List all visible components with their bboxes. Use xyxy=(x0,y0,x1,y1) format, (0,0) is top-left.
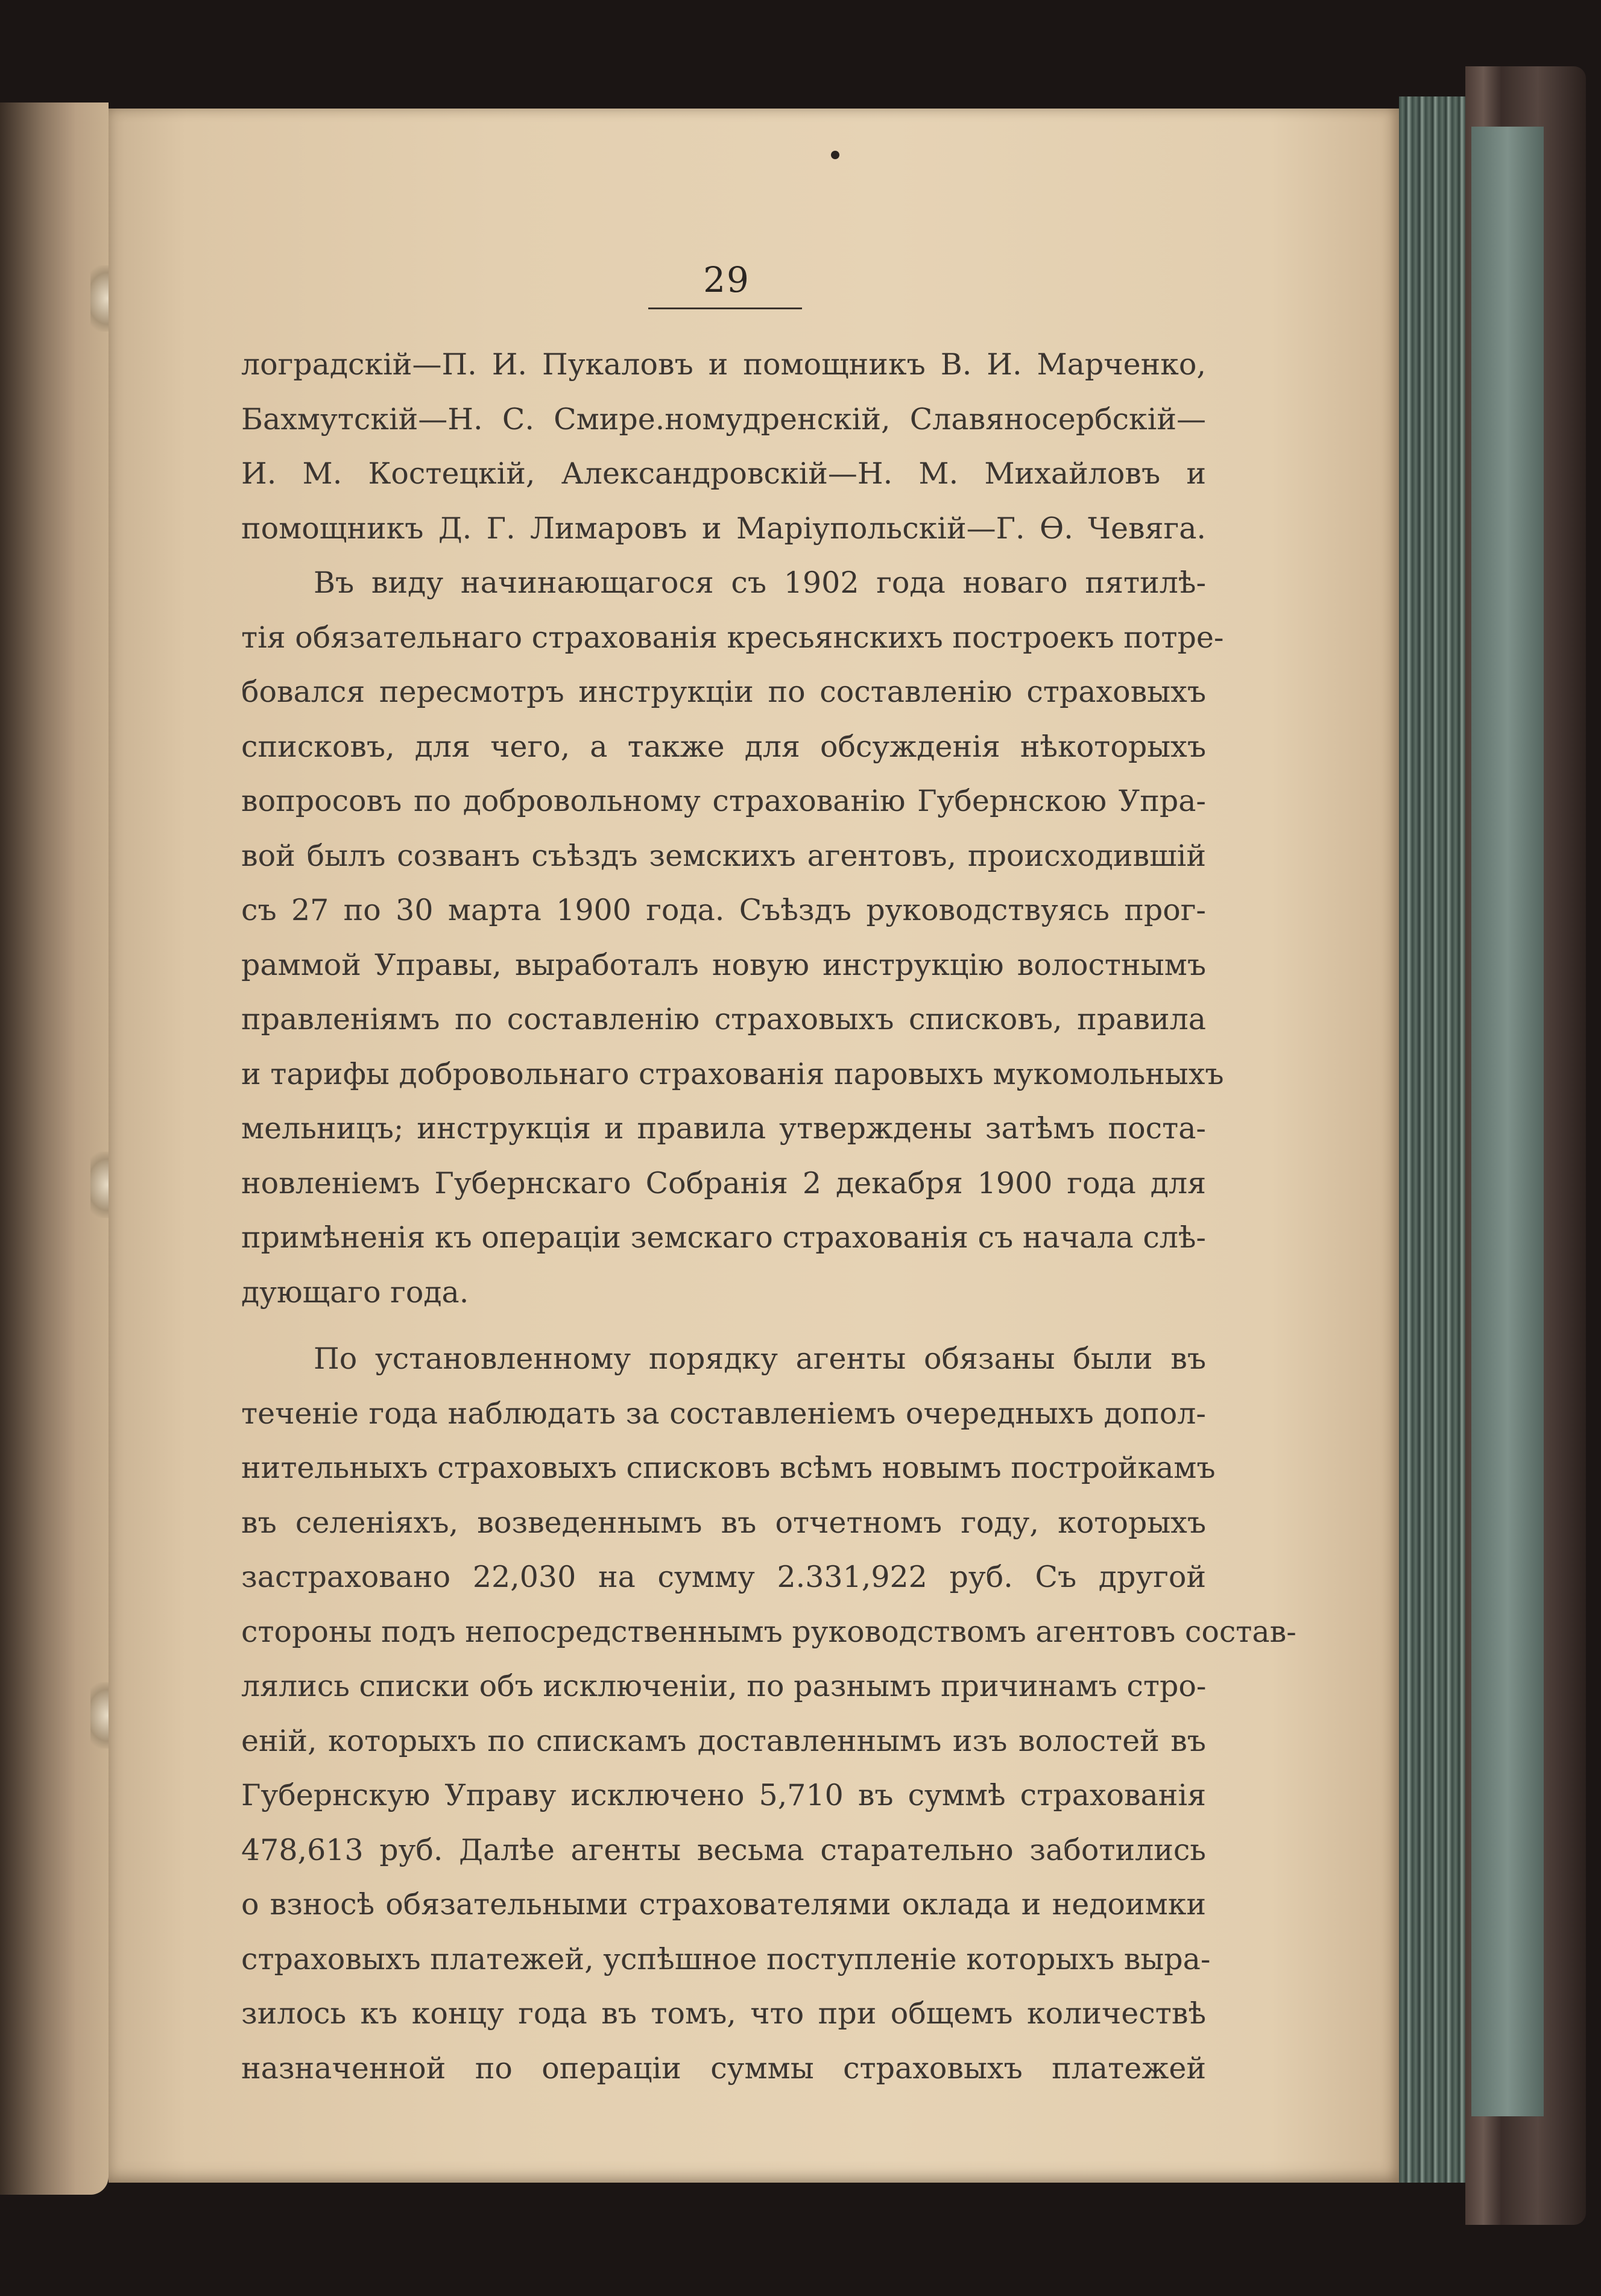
text-line: помощникъ Д. Г. Лимаровъ и Маріупольскій—Г. Ѳ. Чевяга. xyxy=(241,511,1206,546)
text-line: тія обязательнаго страхованія кресьянскихъ построекъ потре- xyxy=(241,620,1224,655)
text-line: съ 27 по 30 марта 1900 года. Съѣздъ руководствуясь прог- xyxy=(241,893,1206,927)
text-line: правленіямъ по составленію страховыхъ списковъ, правила xyxy=(241,1002,1206,1036)
text-line: и тарифы добровольнаго страхованія паровыхъ мукомольныхъ xyxy=(241,1056,1224,1091)
paragraph-gap xyxy=(241,1320,1206,1332)
text-line: Губернскую Управу исключено 5,710 въ суммѣ страхованія xyxy=(241,1778,1206,1812)
text-line: списковъ, для чего, а также для обсужденія нѣкоторыхъ xyxy=(241,729,1206,764)
text-line: еній, которыхъ по спискамъ доставленнымъ изъ волостей въ xyxy=(241,1723,1206,1758)
text-line: вой былъ созванъ съѣздъ земскихъ агентовъ, происходившій xyxy=(241,838,1206,873)
text-line: 478,613 руб. Далѣе агенты весьма старательно заботились xyxy=(241,1832,1206,1867)
ink-dot xyxy=(831,151,839,159)
previous-page-edge xyxy=(0,102,109,2195)
page-stack-edge xyxy=(1399,96,1465,2183)
text-line: Въ виду начинающагося съ 1902 года новаго пятилѣ- xyxy=(314,566,1206,600)
text-line: лялись списки объ исключеніи, по разнымъ причинамъ стро- xyxy=(241,1669,1207,1703)
text-line: вопросовъ по добровольному страхованію Губернскою Упра- xyxy=(241,784,1206,818)
text-line: стороны подъ непосредственнымъ руководствомъ агентовъ состав- xyxy=(241,1614,1296,1649)
text-line: нительныхъ страховыхъ списковъ всѣмъ новымъ постройкамъ xyxy=(241,1451,1216,1485)
text-line: теченіе года наблюдать за составленіемъ очередныхъ допол- xyxy=(241,1396,1206,1431)
text-line: дующаго года. xyxy=(241,1275,469,1310)
page-number: 29 xyxy=(703,259,750,300)
text-line: о взносѣ обязательными страхователями оклада и недоимки xyxy=(241,1887,1206,1922)
page-number-rule xyxy=(648,308,802,309)
text-line: зилось къ концу года въ томъ, что при общемъ количествѣ xyxy=(241,1996,1206,2031)
text-line: лоградскій—П. И. Пукаловъ и помощникъ В. И. Марченко, xyxy=(241,347,1206,382)
text-line: Бахмутскій—Н. С. Смире.номудренскій, Славяносербскій— xyxy=(241,402,1206,437)
book-cover-board xyxy=(1471,127,1544,2116)
text-line: мельницъ; инструкція и правила утверждены затѣмъ поста- xyxy=(241,1111,1206,1146)
text-line: бовался пересмотръ инструкціи по составленію страховыхъ xyxy=(241,675,1206,709)
text-line: застраховано 22,030 на сумму 2.331,922 руб. Съ другой xyxy=(241,1560,1206,1594)
text-line: И. М. Костецкій, Александровскій—Н. М. Михайловъ и xyxy=(241,456,1206,491)
text-line: примѣненія къ операціи земскаго страхованія съ начала слѣ- xyxy=(241,1220,1206,1255)
body-text xyxy=(241,338,1296,2096)
text-line: страховыхъ платежей, успѣшное поступленіе которыхъ выра- xyxy=(241,1941,1211,1976)
text-line: въ селеніяхъ, возведеннымъ въ отчетномъ году, которыхъ xyxy=(241,1505,1206,1540)
text-line: новленіемъ Губернскаго Собранія 2 декабря 1900 года для xyxy=(241,1165,1206,1200)
text-line: раммой Управы, выработалъ новую инструкцію волостнымъ xyxy=(241,947,1206,982)
text-line: По установленному порядку агенты обязаны были въ xyxy=(314,1342,1206,1376)
text-line: назначенной по операціи суммы страховыхъ платежей xyxy=(241,2051,1206,2086)
